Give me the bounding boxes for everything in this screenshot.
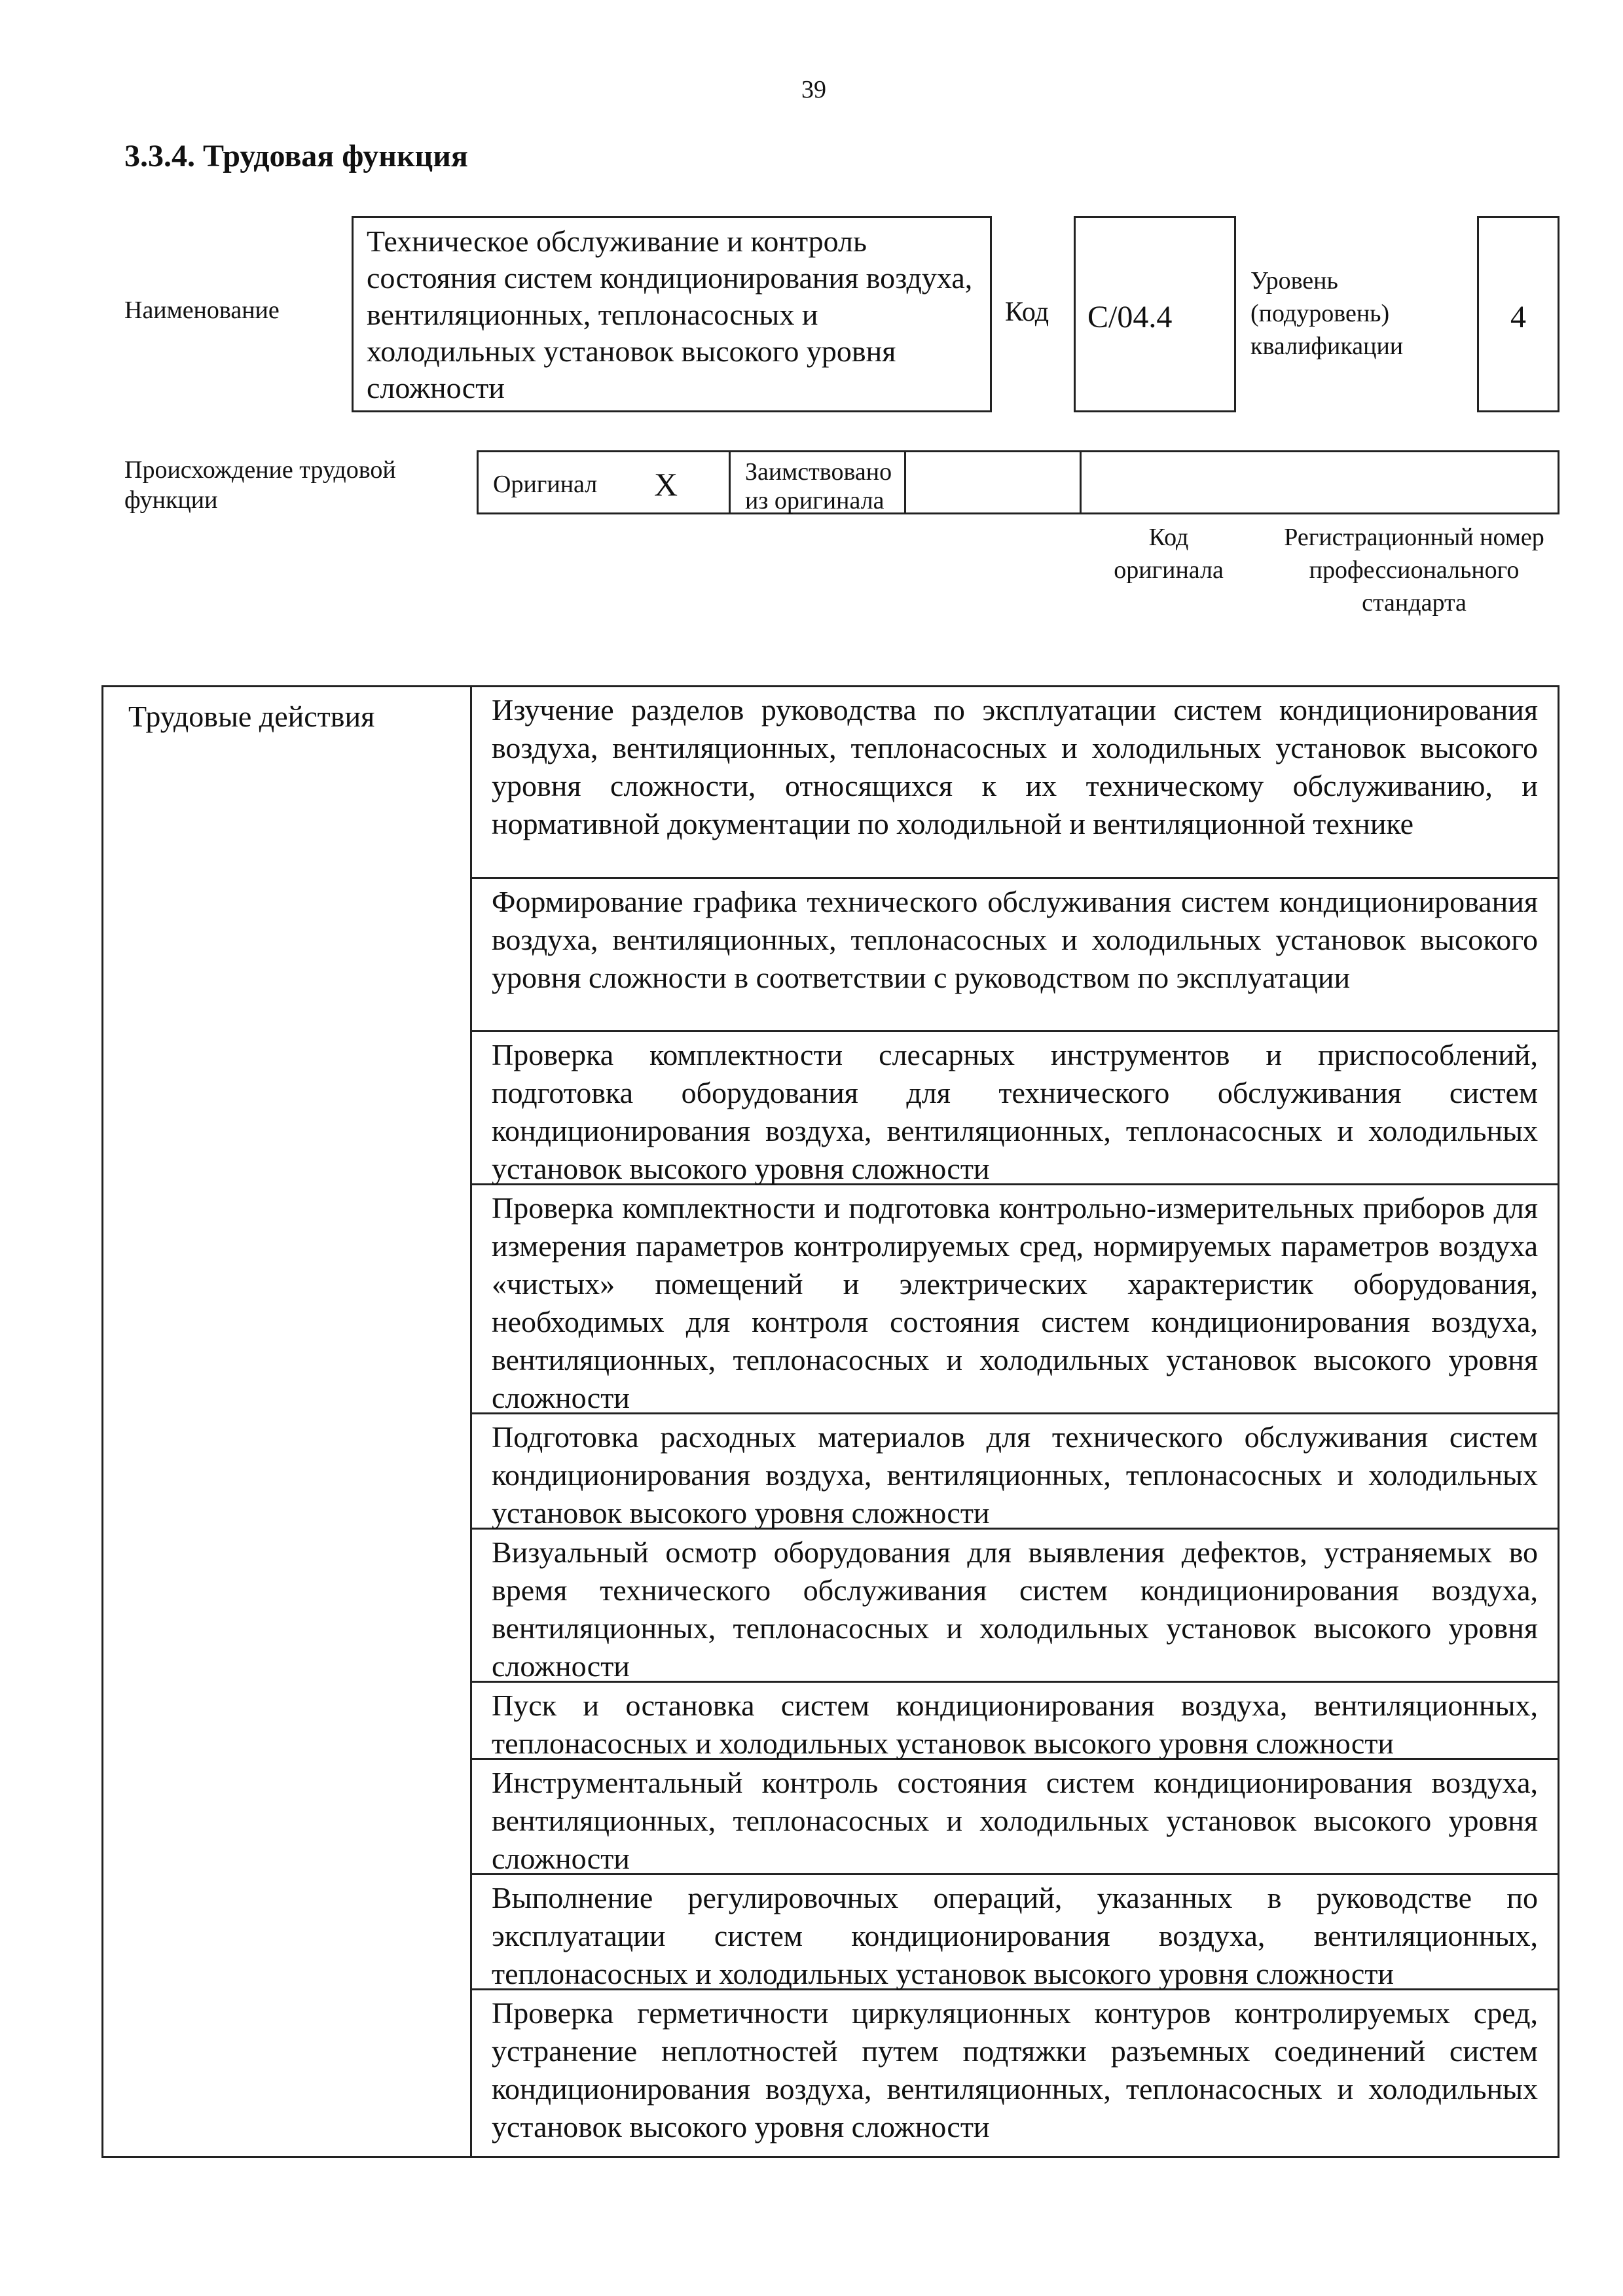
labor-action-text: Подготовка расходных материалов для технического обслуживания систем кондиционирования воздуха, вентиляционных, теплонасосных и холодильных установок высокого уровня сложности	[492, 1420, 1538, 1530]
labor-action-text: Инструментальный контроль состояния систем кондиционирования воздуха, вентиляционных, теплонасосных и холодильных установок высокого уровня сложности	[492, 1766, 1538, 1875]
labor-action-text: Формирование графика технического обслуживания систем кондиционирования воздуха, вентиляционных, теплонасосных и холодильных установок высокого уровня сложности в соответствии с руководством по эксплуатации	[492, 885, 1538, 994]
labor-action-text: Проверка комплектности слесарных инструментов и приспособлений, подготовка оборудования для технического обслуживания систем кондиционирования воздуха, вентиляционных, теплонасосных и холодильных установок высокого уровня сложности	[492, 1038, 1538, 1185]
labor-actions-list	[470, 687, 1558, 2156]
labor-action-text: Проверка комплектности и подготовка контрольно-измерительных приборов для измерения параметров контролируемых сред, нормируемых параметров воздуха «чистых» помещений и электрических характеристик оборудования, необходимых для контроля состояния систем кондиционирования воздуха, вентиляционных, теплонасосных и холодильных установок высокого уровня сложности	[492, 1191, 1538, 1414]
labor-action-row	[472, 1875, 1558, 1990]
original-code-caption-text: Код оригинала	[1114, 524, 1224, 584]
labor-action-row	[472, 687, 1558, 879]
name-box	[352, 216, 992, 412]
labor-action-row	[472, 1990, 1558, 2158]
labor-action-row	[472, 1760, 1558, 1875]
level-box	[1477, 216, 1559, 412]
original-cell	[479, 452, 731, 512]
original-label: Оригинал	[493, 471, 598, 498]
labor-action-text: Проверка герметичности циркуляционных контуров контролируемых сред, устранение неплотностей путем подтяжки разъемных соединений систем кондиционирования воздуха, вентиляционных, теплонасосных и холодильных установок высокого уровня сложности	[492, 1996, 1538, 2144]
labor-action-text: Пуск и остановка систем кондиционирования воздуха, вентиляционных, теплонасосных и холодильных установок высокого уровня сложности	[492, 1689, 1538, 1760]
registration-number-caption-text: Регистрационный номер профессионального стандарта	[1284, 524, 1544, 617]
origin-label	[124, 455, 432, 515]
origin-row	[477, 450, 1559, 514]
name-label: Наименование	[124, 296, 280, 324]
labor-action-row	[472, 1530, 1558, 1683]
labor-action-row	[472, 1185, 1558, 1414]
labor-action-text: Изучение разделов руководства по эксплуатации систем кондиционирования воздуха, вентиляционных, теплонасосных и холодильных установок высокого уровня сложности, относящихся к их техническому обслуживанию, и нормативной документации по холодильной и вентиляционной технике	[492, 693, 1538, 840]
labor-action-row	[472, 1683, 1558, 1760]
registration-number-cell	[1082, 452, 1558, 512]
original-code-cell	[906, 452, 1082, 512]
borrowed-label: Заимствовано из оригинала	[745, 458, 892, 514]
original-code-caption	[1061, 521, 1277, 586]
labor-actions-table	[101, 685, 1559, 2158]
section-title: 3.3.4. Трудовая функция	[124, 139, 468, 173]
code-box	[1074, 216, 1236, 412]
code-label: Код	[1005, 297, 1049, 327]
borrowed-cell	[731, 452, 906, 512]
labor-action-text: Визуальный осмотр оборудования для выявления дефектов, устраняемых во время технического обслуживания систем кондиционирования воздуха, вентиляционных, теплонасосных и холодильных установок высокого уровня сложности	[492, 1535, 1538, 1683]
labor-actions-label: Трудовые действия	[128, 700, 375, 733]
registration-number-caption	[1270, 521, 1558, 619]
labor-action-row	[472, 1032, 1558, 1185]
labor-action-row	[472, 879, 1558, 1032]
level-label	[1250, 264, 1447, 363]
level-label-text: Уровень (подуровень) квалификации	[1250, 267, 1404, 360]
qualification-level: 4	[1510, 300, 1526, 334]
page-number: 39	[801, 76, 826, 103]
origin-label-text: Происхождение трудовой функции	[124, 456, 396, 514]
original-mark: X	[654, 466, 678, 503]
function-code: С/04.4	[1087, 300, 1173, 334]
labor-action-row	[472, 1414, 1558, 1530]
function-name: Техническое обслуживание и контроль состояния систем кондиционирования воздуха, вентиляционных, теплонасосных и холодильных установок высокого уровня сложности	[367, 224, 973, 404]
labor-action-text: Выполнение регулировочных операций, указанных в руководстве по эксплуатации систем кондиционирования воздуха, вентиляционных, теплонасосных и холодильных установок высокого уровня сложности	[492, 1881, 1538, 1990]
